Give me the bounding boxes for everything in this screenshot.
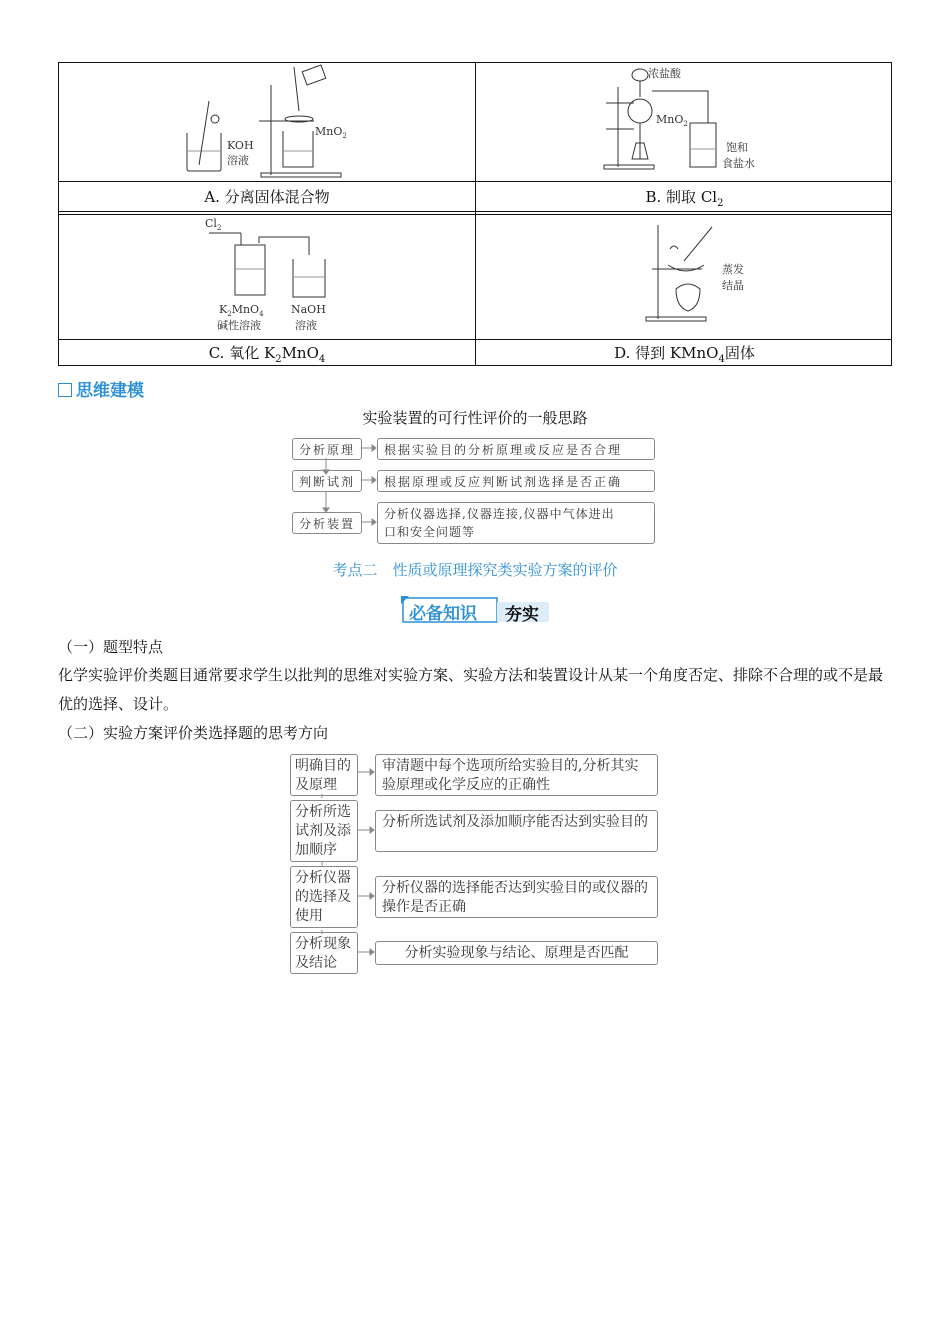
knowledge-banner — [399, 596, 551, 624]
banner-left: 必备知识 — [409, 604, 477, 624]
label-k2mno4: K — [219, 303, 228, 316]
label-crystallize: 结晶 — [722, 279, 744, 292]
cell-c-caption — [59, 339, 475, 367]
label-conc-hcl: 浓盐酸 — [648, 67, 681, 80]
part1-text: 化学实验评价类题目通常要求学生以批判的思维对实验方案、实验方法和装置设计从某一个角度否定、排除不合理的或不是最优的选择、设计。 — [58, 666, 884, 713]
svg-text:K2MnO4: $K_2MnO_4$ — [219, 303, 264, 318]
apparatus-table — [58, 62, 892, 366]
checkbox-icon — [58, 383, 72, 397]
label-evaporate: 蒸发 — [722, 263, 744, 276]
separation-apparatus-figure — [59, 63, 475, 181]
flow-step-3-right: 分析仪器选择,仪器连接,仪器中气体进出 口和安全问题等 — [377, 502, 655, 544]
label-brine-2: 食盐水 — [722, 157, 755, 170]
flow-step-1-right: 根据实验目的分析原理或反应是否合理 — [377, 438, 655, 460]
flow2-row-1-left: 明确目的及原理 — [290, 754, 358, 796]
flow-step-3-left: 分析装置 — [292, 512, 362, 534]
cell-b-figure — [476, 63, 893, 181]
modeling-heading: 思维建模 — [58, 376, 144, 401]
oxidation-apparatus-figure — [59, 215, 475, 339]
evaporation-apparatus-figure — [476, 215, 893, 339]
svg-text:MnO2 — [656, 113, 688, 128]
flow2-row-3-right: 分析仪器的选择能否达到实验目的或仪器的操作是否正确 — [375, 876, 658, 918]
caption-d: D. 得到 KMnO$_4$固体 — [614, 344, 755, 365]
svg-text:MnO2 — [315, 125, 347, 140]
flow2-row-4-right: 分析实验现象与结论、原理是否匹配 — [375, 941, 658, 965]
label-naoh: NaOH — [291, 303, 326, 316]
flow-step-2-right: 根据原理或反应判断试剂选择是否正确 — [377, 470, 655, 492]
flow-title: 实验装置的可行性评价的一般思路 — [362, 409, 588, 427]
flow-step-1-left: 分析原理 — [292, 438, 362, 460]
svg-text:Cl2 — [205, 217, 221, 232]
table-divider-2 — [59, 211, 891, 212]
label-mno2-b: MnO — [656, 113, 684, 126]
label-cl2: Cl — [205, 217, 217, 230]
flow2-row-1-right: 审清题中每个选项所给实验目的,分析其实验原理或化学反应的正确性 — [375, 754, 658, 796]
cell-b-caption — [476, 181, 893, 211]
caption-a: A. 分离固体混合物 — [204, 188, 330, 206]
caption-b: B. 制取 $Cl_2$ — [645, 188, 724, 209]
label-koh-solution: 溶液 — [227, 154, 249, 167]
caption-c: C. 氧化 $K_2MnO_4$ — [208, 344, 326, 365]
part1-heading: （一）题型特点 — [58, 638, 164, 656]
cell-a-figure — [59, 63, 475, 181]
cell-c-figure — [59, 215, 475, 339]
label-mno2-a: MnO — [315, 125, 343, 138]
label-alkaline-solution: 碱性溶液 — [217, 319, 261, 332]
cell-a-caption — [59, 181, 475, 211]
flow2-row-3-left: 分析仪器的选择及使用 — [290, 866, 358, 928]
label-brine-1: 饱和 — [726, 141, 748, 154]
part2-heading: （二）实验方案评价类选择题的思考方向 — [58, 724, 329, 742]
kaodian-title: 考点二 性质或原理探究类实验方案的评价 — [332, 561, 618, 579]
banner-right: 夯实 — [505, 605, 539, 625]
flow2-row-2-left: 分析所选试剂及添加顺序 — [290, 800, 358, 862]
label-naoh-solution: 溶液 — [295, 319, 317, 332]
label-mno2-b-sub: 2 — [683, 120, 688, 128]
label-koh: KOH — [227, 139, 254, 152]
flow-step-2-left: 判断试剂 — [292, 470, 362, 492]
chlorine-generator-figure — [476, 63, 893, 181]
cell-d-caption — [476, 339, 893, 367]
flow2-row-4-left: 分析现象及结论 — [290, 932, 358, 974]
label-mno2-a-sub: 2 — [342, 132, 347, 140]
flow2-row-2-right: 分析所选试剂及添加顺序能否达到实验目的 — [375, 810, 658, 852]
label-cl2-sub: 2 — [216, 224, 222, 232]
cell-d-figure — [476, 215, 893, 339]
